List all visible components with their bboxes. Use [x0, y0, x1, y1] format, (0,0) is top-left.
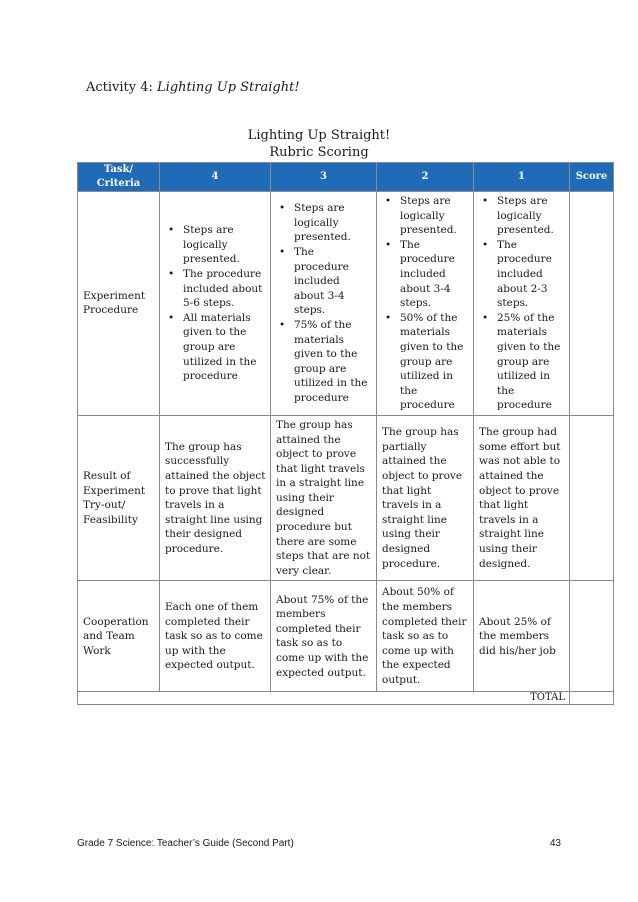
list-item: • The procedure included about 2-3 steps.: [478, 238, 565, 311]
criteria-cell: Result of Experiment Try-out/ Feasibility: [78, 415, 160, 581]
header-score-3: 3: [271, 163, 377, 192]
criteria-cell: Cooperation and Team Work: [78, 581, 160, 692]
list-item: • Steps are logically presented.: [164, 223, 266, 267]
rubric-title-block: [0, 127, 638, 161]
list-item: • All materials given to the group are utilized in the procedure: [164, 311, 266, 384]
score-3-cell: About 75% of the members completed their task so as to come up with the expected output.: [271, 581, 377, 692]
score-entry-cell[interactable]: [570, 192, 614, 416]
activity-heading: [86, 80, 300, 95]
header-task-label: Task/ Criteria: [96, 164, 141, 189]
header-score: Score: [570, 163, 614, 192]
list-item: • 75% of the materials given to the group are utilized in the procedure: [275, 318, 372, 406]
score-entry-cell[interactable]: [570, 581, 614, 692]
score-4-cell: The group has successfully attained the object to prove that light travels in a straight line using their designed procedure.: [160, 415, 271, 581]
activity-title: Lighting Up Straight!: [157, 80, 300, 95]
score-2-cell: About 50% of the members completed their task so as to come up with the expected output.: [377, 581, 474, 692]
rubric-subtitle: Rubric Scoring: [269, 145, 369, 160]
rubric-title: Lighting Up Straight!: [247, 128, 391, 143]
list-item: • 25% of the materials given to the group are utilized in the procedure: [478, 311, 565, 413]
rubric-header-row: [78, 163, 614, 192]
score-2-cell: The group has partially attained the object to prove that light travels in a straight line using their designed procedure.: [377, 415, 474, 581]
criteria-cell: Experiment Procedure: [78, 192, 160, 416]
list-item: • The procedure included about 5-6 steps.: [164, 267, 266, 311]
total-label: TOTAL: [78, 692, 570, 705]
header-score-1: 1: [474, 163, 570, 192]
header-score-4: 4: [160, 163, 271, 192]
list-item: • The procedure included about 3-4 steps.: [381, 238, 469, 311]
table-row: [78, 581, 614, 692]
list-item: • Steps are logically presented.: [478, 194, 565, 238]
total-row: [78, 692, 614, 705]
rubric-table: [77, 162, 614, 705]
table-row: [78, 192, 614, 416]
activity-prefix: Activity 4:: [86, 80, 158, 95]
page-number: 43: [549, 838, 561, 849]
score-1-cell: The group had some effort but was not able to attained the object to prove that light travels in a straight line using their designed.: [474, 415, 570, 581]
list-item: • 50% of the materials given to the group are utilized in the procedure: [381, 311, 469, 413]
score-4-cell: Each one of them completed their task so as to come up with the expected output.: [160, 581, 271, 692]
score-1-cell: About 25% of the members did his/her job: [474, 581, 570, 692]
score-1-cell: [474, 192, 570, 416]
score-entry-cell[interactable]: [570, 415, 614, 581]
table-row: [78, 415, 614, 581]
list-item: • Steps are logically presented.: [275, 201, 372, 245]
score-4-cell: [160, 192, 271, 416]
score-3-cell: The group has attained the object to prove that light travels in a straight line using their designed procedure but there are some steps that are not very clear.: [271, 415, 377, 581]
header-task-criteria: [78, 163, 160, 192]
score-2-cell: [377, 192, 474, 416]
footer-text: Grade 7 Science: Teacher’s Guide (Second Part): [77, 838, 294, 849]
page-footer: [77, 838, 561, 849]
total-score-cell[interactable]: [570, 692, 614, 705]
list-item: • Steps are logically presented.: [381, 194, 469, 238]
header-score-2: 2: [377, 163, 474, 192]
list-item: • The procedure included about 3-4 steps.: [275, 245, 372, 318]
score-3-cell: [271, 192, 377, 416]
